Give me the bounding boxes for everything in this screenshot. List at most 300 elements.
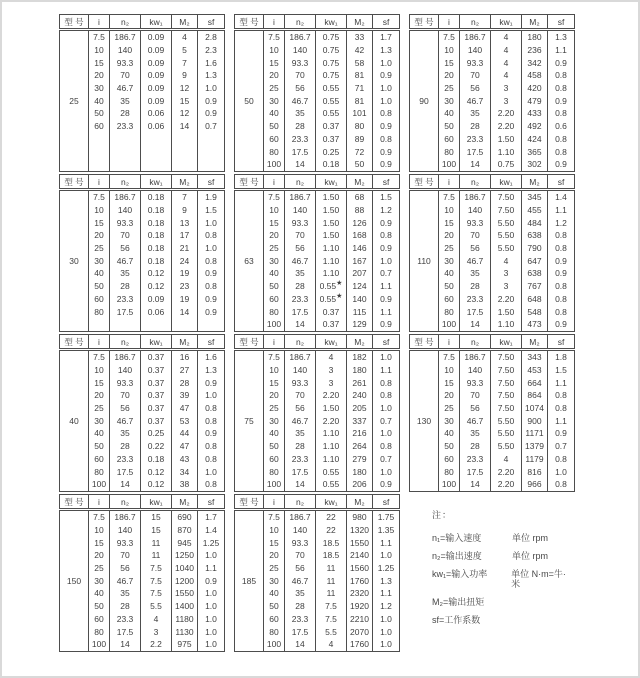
table-cell: 980 bbox=[347, 510, 373, 524]
column-header-3: kw₁ bbox=[141, 175, 172, 190]
table-cell: 140 bbox=[285, 364, 316, 377]
table-cell: 0.7 bbox=[373, 453, 400, 466]
table-cell: 1.1 bbox=[548, 414, 575, 427]
table-cell: 56 bbox=[110, 562, 141, 575]
table-cell: 20 bbox=[264, 229, 285, 242]
table-row bbox=[235, 350, 400, 364]
table-row bbox=[235, 30, 400, 44]
table-cell: 2320 bbox=[347, 587, 373, 600]
table-cell: 1.0 bbox=[373, 549, 400, 562]
table-cell: 100 bbox=[439, 318, 460, 331]
spec-table-wrap-90 bbox=[409, 14, 574, 170]
table-cell: 100 bbox=[264, 478, 285, 491]
table-cell: 70 bbox=[285, 69, 316, 82]
table-cell: 1.50 bbox=[316, 402, 347, 415]
table-cell: 7.5 bbox=[89, 30, 110, 44]
table-cell: 1.0 bbox=[198, 549, 225, 562]
table-cell: 1.50 bbox=[316, 229, 347, 242]
table-cell: 0.09 bbox=[141, 69, 172, 82]
table-cell: 0.18 bbox=[141, 453, 172, 466]
table-cell: 0.18 bbox=[316, 158, 347, 171]
table-cell: 0.9 bbox=[373, 478, 400, 491]
table-cell: 100 bbox=[439, 158, 460, 171]
table-cell: 1.3 bbox=[198, 364, 225, 377]
table-cell: 0.8 bbox=[548, 280, 575, 293]
table-cell: 56 bbox=[460, 402, 491, 415]
table-cell: 1320 bbox=[347, 524, 373, 537]
table-cell: 5.50 bbox=[491, 427, 522, 440]
model-cell: 75 bbox=[235, 350, 264, 492]
table-cell: 40 bbox=[439, 427, 460, 440]
spec-table-90 bbox=[409, 14, 575, 172]
table-cell: 342 bbox=[522, 56, 548, 69]
table-cell: 0.8 bbox=[548, 402, 575, 415]
table-cell: 0.8 bbox=[198, 229, 225, 242]
table-cell: 1.8 bbox=[548, 350, 575, 364]
table-cell: 0.8 bbox=[548, 293, 575, 306]
table-cell: 93.3 bbox=[460, 56, 491, 69]
table-cell: 2070 bbox=[347, 625, 373, 638]
table-cell: 50 bbox=[347, 158, 373, 171]
table-cell: 1.1 bbox=[373, 280, 400, 293]
model-cell: 40 bbox=[60, 350, 89, 492]
table-cell: 186.7 bbox=[110, 510, 141, 524]
table-cell: 40 bbox=[264, 267, 285, 280]
table-cell: 0.8 bbox=[373, 133, 400, 146]
table-cell: 1.0 bbox=[198, 389, 225, 402]
table-cell: 0.9 bbox=[548, 427, 575, 440]
table-cell: 68 bbox=[347, 190, 373, 204]
tables-grid bbox=[2, 2, 638, 650]
table-cell: 1.10 bbox=[316, 254, 347, 267]
column-header-5: sf bbox=[548, 175, 575, 190]
table-cell: 7.5 bbox=[439, 350, 460, 364]
table-cell: 7.5 bbox=[141, 587, 172, 600]
column-header-1: i bbox=[264, 15, 285, 30]
table-cell: 0.9 bbox=[198, 376, 225, 389]
table-cell: 0.75 bbox=[316, 44, 347, 57]
column-header-1: i bbox=[439, 175, 460, 190]
table-cell: 0.18 bbox=[141, 190, 172, 204]
table-cell: 870 bbox=[172, 524, 198, 537]
table-cell: 7.5 bbox=[316, 600, 347, 613]
table-cell: 17 bbox=[172, 229, 198, 242]
table-cell: 1.0 bbox=[373, 254, 400, 267]
table-cell: 5.50 bbox=[491, 216, 522, 229]
table-cell: 647 bbox=[522, 254, 548, 267]
table-cell: 0.9 bbox=[373, 318, 400, 331]
table-cell: 4 bbox=[491, 69, 522, 82]
table-cell: 455 bbox=[522, 204, 548, 217]
table-cell: 186.7 bbox=[460, 30, 491, 44]
table-cell: 279 bbox=[347, 453, 373, 466]
table-cell: 1.6 bbox=[198, 56, 225, 69]
note-term: M₂=输出扭矩 bbox=[432, 597, 485, 607]
table-cell: 7.50 bbox=[491, 350, 522, 364]
table-cell: 2.20 bbox=[316, 389, 347, 402]
table-row bbox=[410, 30, 575, 44]
table-cell: 11 bbox=[141, 536, 172, 549]
spec-table-wrap-50 bbox=[234, 14, 399, 170]
table-cell: 70 bbox=[110, 69, 141, 82]
table-cell: 70 bbox=[285, 229, 316, 242]
column-header-3: kw₁ bbox=[491, 15, 522, 30]
table-cell: 1.50 bbox=[316, 190, 347, 204]
table-cell: 0.8 bbox=[373, 107, 400, 120]
table-cell: 15 bbox=[141, 510, 172, 524]
table-cell: 93.3 bbox=[285, 376, 316, 389]
column-header-1: i bbox=[264, 175, 285, 190]
note-unit: 单位 rpm bbox=[512, 551, 549, 561]
table-cell: 11 bbox=[316, 587, 347, 600]
table-cell: 25 bbox=[89, 562, 110, 575]
table-cell: 0.37 bbox=[316, 318, 347, 331]
spec-table-25 bbox=[59, 14, 225, 172]
table-cell: 7.50 bbox=[491, 190, 522, 204]
note-term: n₁=输入速度 bbox=[432, 533, 482, 543]
table-cell: 50 bbox=[264, 600, 285, 613]
table-cell: 46.7 bbox=[285, 94, 316, 107]
note-line bbox=[432, 533, 574, 543]
table-cell: 14 bbox=[285, 158, 316, 171]
table-cell: 25 bbox=[439, 242, 460, 255]
note-term: n₂=输出速度 bbox=[432, 551, 482, 561]
table-cell: 1074 bbox=[522, 402, 548, 415]
header-row bbox=[410, 15, 575, 30]
column-header-2: n₂ bbox=[110, 335, 141, 350]
table-cell: 28 bbox=[110, 440, 141, 453]
table-cell: 60 bbox=[89, 120, 110, 133]
table-cell: 126 bbox=[347, 216, 373, 229]
table-cell: 30 bbox=[89, 254, 110, 267]
column-header-2: n₂ bbox=[285, 15, 316, 30]
table-cell: 60 bbox=[439, 453, 460, 466]
column-header-4: M₂ bbox=[522, 175, 548, 190]
table-cell: 1.7 bbox=[198, 510, 225, 524]
column-header-0: 型 号 bbox=[410, 175, 439, 190]
spec-table-wrap-130 bbox=[409, 334, 574, 490]
table-cell: 4 bbox=[491, 56, 522, 69]
column-header-0: 型 号 bbox=[235, 15, 264, 30]
table-cell: 140 bbox=[110, 524, 141, 537]
table-cell: 80 bbox=[347, 120, 373, 133]
table-cell: 1.0 bbox=[373, 82, 400, 95]
table-cell: 1.1 bbox=[373, 536, 400, 549]
table-cell: 207 bbox=[347, 267, 373, 280]
table-cell: 40 bbox=[89, 267, 110, 280]
table-cell: 7.5 bbox=[439, 30, 460, 44]
table-cell: 46.7 bbox=[110, 254, 141, 267]
table-cell: 28 bbox=[285, 440, 316, 453]
table-cell: 30 bbox=[264, 254, 285, 267]
table-cell: 1.1 bbox=[373, 364, 400, 377]
table-cell: 9 bbox=[172, 69, 198, 82]
table-cell: 0.9 bbox=[548, 318, 575, 331]
table-cell: 264 bbox=[347, 440, 373, 453]
table-cell: 146 bbox=[347, 242, 373, 255]
table-cell: 0.7 bbox=[373, 267, 400, 280]
table-cell: 0.9 bbox=[548, 158, 575, 171]
table-cell: 0.55 bbox=[316, 82, 347, 95]
column-header-4: M₂ bbox=[522, 335, 548, 350]
table-cell: 0.8 bbox=[198, 478, 225, 491]
note-line bbox=[432, 569, 574, 589]
table-cell: 60 bbox=[439, 133, 460, 146]
header-row bbox=[235, 495, 400, 510]
table-cell: 0.18 bbox=[141, 242, 172, 255]
table-cell: 15 bbox=[264, 376, 285, 389]
spec-table-63 bbox=[234, 174, 400, 332]
table-cell: 15 bbox=[89, 56, 110, 69]
table-cell: 17.5 bbox=[285, 625, 316, 638]
table-cell: 2.20 bbox=[491, 465, 522, 478]
table-cell: 966 bbox=[522, 478, 548, 491]
table-cell: 0.9 bbox=[198, 427, 225, 440]
table-cell: 28 bbox=[460, 120, 491, 133]
filler-cell bbox=[89, 133, 110, 172]
table-cell: 23.3 bbox=[110, 453, 141, 466]
table-cell: 0.37 bbox=[141, 389, 172, 402]
model-cell: 30 bbox=[60, 190, 89, 332]
table-cell: 20 bbox=[89, 389, 110, 402]
table-cell: 40 bbox=[264, 107, 285, 120]
table-cell: 30 bbox=[439, 254, 460, 267]
model-cell: 63 bbox=[235, 190, 264, 332]
table-cell: 25 bbox=[89, 242, 110, 255]
table-cell: 93.3 bbox=[460, 216, 491, 229]
table-cell: 22 bbox=[316, 510, 347, 524]
table-cell: 1.2 bbox=[373, 600, 400, 613]
table-cell: 240 bbox=[347, 389, 373, 402]
table-cell: 0.37 bbox=[316, 133, 347, 146]
table-cell: 1.10 bbox=[491, 145, 522, 158]
table-cell: 0.8 bbox=[548, 107, 575, 120]
table-cell: 1130 bbox=[172, 625, 198, 638]
table-cell: 58 bbox=[347, 56, 373, 69]
column-header-4: M₂ bbox=[172, 495, 198, 510]
table-cell: 140 bbox=[285, 524, 316, 537]
table-cell: 20 bbox=[89, 549, 110, 562]
column-header-3: kw₁ bbox=[316, 175, 347, 190]
table-cell: 0.18 bbox=[141, 204, 172, 217]
column-header-3: kw₁ bbox=[491, 175, 522, 190]
spec-table-wrap-110 bbox=[409, 174, 574, 330]
table-cell: 0.9 bbox=[198, 293, 225, 306]
table-cell: 0.8 bbox=[198, 254, 225, 267]
table-cell: 1.0 bbox=[373, 613, 400, 626]
table-cell: 1400 bbox=[172, 600, 198, 613]
table-cell: 3 bbox=[491, 280, 522, 293]
table-cell: 93.3 bbox=[460, 376, 491, 389]
table-cell: 33 bbox=[347, 30, 373, 44]
table-cell: 7.5 bbox=[316, 613, 347, 626]
note-line bbox=[432, 615, 574, 625]
table-cell: 60 bbox=[264, 293, 285, 306]
table-cell: 3 bbox=[141, 625, 172, 638]
table-cell: 1.7 bbox=[373, 30, 400, 44]
table-cell: 10 bbox=[439, 204, 460, 217]
table-cell: 46.7 bbox=[110, 82, 141, 95]
table-cell: 1560 bbox=[347, 562, 373, 575]
table-cell: 2.2 bbox=[141, 638, 172, 651]
table-cell: 900 bbox=[522, 414, 548, 427]
table-cell: 17.5 bbox=[110, 305, 141, 318]
table-cell: 1.2 bbox=[548, 216, 575, 229]
filler-cell bbox=[198, 133, 225, 172]
table-cell: 35 bbox=[285, 107, 316, 120]
table-cell: 140 bbox=[110, 204, 141, 217]
table-cell: 1200 bbox=[172, 574, 198, 587]
table-cell: 18.5 bbox=[316, 549, 347, 562]
table-cell: 25 bbox=[264, 562, 285, 575]
table-cell: 0.55 bbox=[316, 107, 347, 120]
column-header-0: 型 号 bbox=[410, 15, 439, 30]
table-cell: 60 bbox=[439, 293, 460, 306]
table-cell: 15 bbox=[264, 56, 285, 69]
model-cell: 185 bbox=[235, 510, 264, 652]
table-cell: 7.5 bbox=[89, 350, 110, 364]
table-cell: 23.3 bbox=[285, 453, 316, 466]
column-header-1: i bbox=[89, 175, 110, 190]
table-cell: 35 bbox=[285, 587, 316, 600]
table-cell: 89 bbox=[347, 133, 373, 146]
table-cell: 0.9 bbox=[548, 254, 575, 267]
table-cell: 60 bbox=[89, 453, 110, 466]
table-cell: 0.75 bbox=[491, 158, 522, 171]
column-header-5: sf bbox=[373, 495, 400, 510]
table-cell: 40 bbox=[89, 427, 110, 440]
table-cell: 40 bbox=[439, 107, 460, 120]
table-cell: 17.5 bbox=[460, 305, 491, 318]
column-header-5: sf bbox=[198, 15, 225, 30]
table-cell: 17.5 bbox=[110, 625, 141, 638]
table-cell: 1379 bbox=[522, 440, 548, 453]
table-cell: 484 bbox=[522, 216, 548, 229]
table-cell: 35 bbox=[110, 587, 141, 600]
table-cell: 216 bbox=[347, 427, 373, 440]
header-row bbox=[60, 495, 225, 510]
table-cell: 0.09 bbox=[141, 44, 172, 57]
table-cell: 7 bbox=[172, 190, 198, 204]
table-cell: 15 bbox=[89, 216, 110, 229]
column-header-2: n₂ bbox=[285, 335, 316, 350]
spec-table-wrap-150 bbox=[59, 494, 224, 650]
table-cell: 975 bbox=[172, 638, 198, 651]
table-cell: 261 bbox=[347, 376, 373, 389]
table-cell: 168 bbox=[347, 229, 373, 242]
column-header-0: 型 号 bbox=[235, 335, 264, 350]
table-cell: 180 bbox=[522, 30, 548, 44]
table-cell: 337 bbox=[347, 414, 373, 427]
table-cell: 0.09 bbox=[141, 56, 172, 69]
table-cell: 50 bbox=[264, 120, 285, 133]
table-cell: 0.9 bbox=[373, 158, 400, 171]
table-cell: 7.50 bbox=[491, 204, 522, 217]
table-cell: 25 bbox=[89, 402, 110, 415]
table-cell: 93.3 bbox=[285, 216, 316, 229]
table-cell: 0.9 bbox=[548, 267, 575, 280]
table-cell: 548 bbox=[522, 305, 548, 318]
table-cell: 140 bbox=[460, 364, 491, 377]
table-cell: 1.0 bbox=[373, 427, 400, 440]
table-cell: 72 bbox=[347, 145, 373, 158]
table-cell: 2.20 bbox=[316, 414, 347, 427]
table-cell: 0.8 bbox=[548, 145, 575, 158]
table-cell: 60 bbox=[264, 133, 285, 146]
table-cell: 80 bbox=[439, 465, 460, 478]
table-cell: 5.5 bbox=[141, 600, 172, 613]
table-cell: 19 bbox=[172, 293, 198, 306]
table-cell: 1.0 bbox=[373, 56, 400, 69]
table-cell: 638 bbox=[522, 229, 548, 242]
table-cell: 13 bbox=[172, 216, 198, 229]
table-cell: 9 bbox=[172, 204, 198, 217]
table-cell: 0.55 bbox=[316, 465, 347, 478]
table-cell: 3 bbox=[491, 82, 522, 95]
table-cell: 50 bbox=[89, 107, 110, 120]
spec-table-130 bbox=[409, 334, 575, 492]
table-cell: 20 bbox=[439, 69, 460, 82]
table-cell: 186.7 bbox=[285, 30, 316, 44]
table-cell: 0.8 bbox=[548, 133, 575, 146]
table-cell: 1.10 bbox=[316, 242, 347, 255]
table-cell: 0.8 bbox=[373, 389, 400, 402]
table-cell: 35 bbox=[110, 267, 141, 280]
table-cell: 80 bbox=[89, 305, 110, 318]
table-cell: 5.5 bbox=[316, 625, 347, 638]
table-cell: 16 bbox=[172, 350, 198, 364]
table-cell: 1.0 bbox=[373, 465, 400, 478]
table-cell: 1.0 bbox=[198, 216, 225, 229]
table-cell: 28 bbox=[285, 600, 316, 613]
table-cell: 140 bbox=[460, 44, 491, 57]
table-cell: 7 bbox=[172, 56, 198, 69]
table-cell: 5.50 bbox=[491, 414, 522, 427]
table-cell: 2140 bbox=[347, 549, 373, 562]
table-cell: 2.20 bbox=[491, 107, 522, 120]
table-cell: 23.3 bbox=[460, 133, 491, 146]
table-cell: 206 bbox=[347, 478, 373, 491]
table-cell: 0.18 bbox=[141, 254, 172, 267]
table-cell: 2210 bbox=[347, 613, 373, 626]
table-cell: 2.20 bbox=[491, 478, 522, 491]
column-header-0: 型 号 bbox=[235, 495, 264, 510]
table-cell: 0.7 bbox=[198, 120, 225, 133]
table-cell: 180 bbox=[347, 465, 373, 478]
table-cell: 205 bbox=[347, 402, 373, 415]
header-row bbox=[235, 15, 400, 30]
table-cell: 479 bbox=[522, 94, 548, 107]
table-cell: 10 bbox=[264, 204, 285, 217]
column-header-4: M₂ bbox=[347, 335, 373, 350]
table-cell: 0.55 bbox=[316, 94, 347, 107]
table-cell: 15 bbox=[264, 216, 285, 229]
table-cell: 56 bbox=[285, 562, 316, 575]
table-cell: 23.3 bbox=[110, 613, 141, 626]
table-cell: 7.50 bbox=[491, 376, 522, 389]
table-cell: 1.75 bbox=[373, 510, 400, 524]
table-cell: 47 bbox=[172, 402, 198, 415]
table-cell: 23.3 bbox=[285, 613, 316, 626]
table-cell: 4 bbox=[172, 30, 198, 44]
table-cell: 3 bbox=[491, 267, 522, 280]
table-cell: 1.10 bbox=[316, 453, 347, 466]
table-cell: 4 bbox=[491, 30, 522, 44]
table-cell: 7.5 bbox=[141, 562, 172, 575]
table-cell: 0.9 bbox=[373, 293, 400, 306]
table-cell: 47 bbox=[172, 440, 198, 453]
table-cell: 10 bbox=[89, 204, 110, 217]
